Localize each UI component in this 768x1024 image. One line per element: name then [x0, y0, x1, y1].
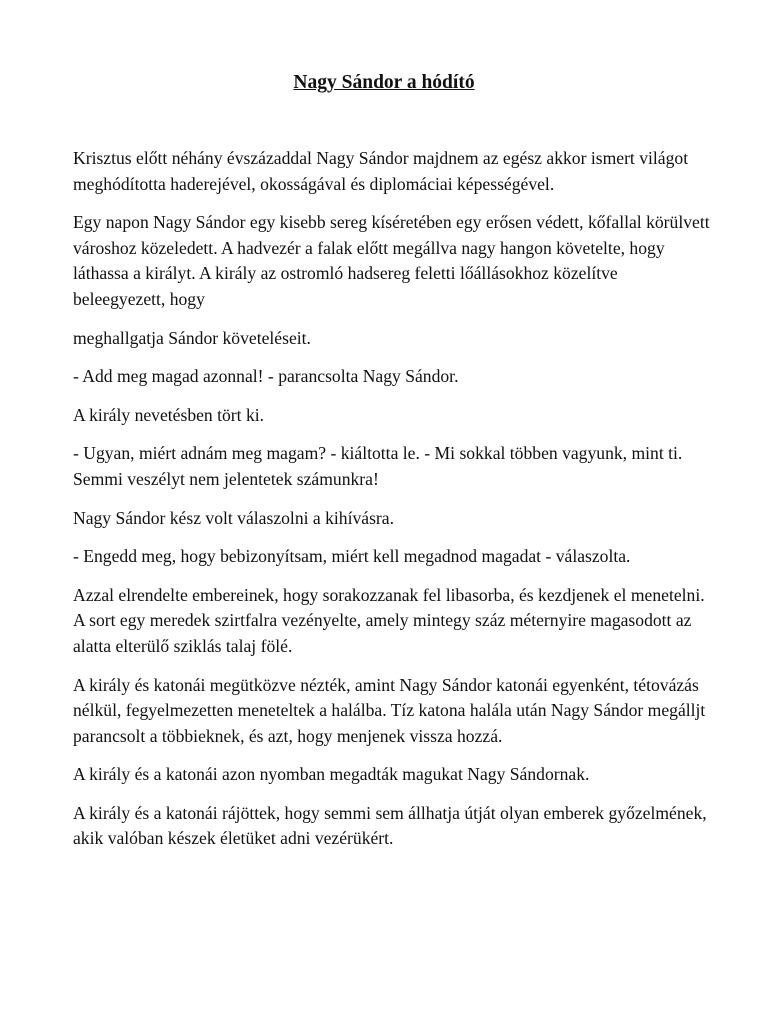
paragraph: meghallgatja Sándor követeléseit.	[73, 327, 311, 348]
paragraph: Egy napon Nagy Sándor egy kisebb sereg kíséretében egy erősen védett, kőfallal körülvett városhoz közeledett. A hadvezér a falak előtt megállva nagy hangon követelte, hogy láthassa a királyt. A király az ostromló hadsereg feletti lőállásokhoz közelítve beleegyezett, hogy	[73, 212, 710, 309]
paragraph: - Ugyan, miért adnám meg magam? - kiáltotta le. - Mi sokkal többen vagyunk, mint ti. Semmi veszélyt nem jelentetek számunkra!	[73, 443, 683, 489]
paragraph: - Add meg magad azonnal! - parancsolta Nagy Sándor.	[73, 366, 459, 387]
paragraph: A király nevetésben tört ki.	[73, 404, 265, 425]
paragraph: A király és a katonái azon nyomban megadták magukat Nagy Sándornak.	[73, 764, 590, 785]
document-title: Nagy Sándor a hódító	[293, 72, 475, 93]
document-body	[73, 146, 713, 865]
paragraph: Azzal elrendelte embereinek, hogy sorakozzanak fel libasorba, és kezdjenek el menetelni. A sort egy meredek szirtfalra vezényelte, amely mintegy száz méternyire magasodott az alatta elterülő sziklás talaj fölé.	[73, 584, 705, 656]
paragraph: - Engedd meg, hogy bebizonyítsam, miért kell megadnod magadat - válaszolta.	[73, 546, 631, 567]
paragraph: A király és a katonái rájöttek, hogy semmi sem állhatja útját olyan emberek győzelmének, akik valóban készek életüket adni vezérükért.	[73, 802, 707, 849]
paragraph: A király és katonái megütközve nézték, amint Nagy Sándor katonái egyenként, tétovázás nélkül, fegyelmezetten meneteltek a halálba. Tíz katona halála után Nagy Sándor megálljt parancsolt a többieknek, és azt, hogy menjenek vissza hozzá.	[73, 674, 706, 746]
paragraph: Krisztus előtt néhány évszázaddal Nagy Sándor majdnem az egész akkor ismert világot meghódította haderejével, okosságával és diplomáciai képességével.	[73, 148, 689, 194]
paragraph: Nagy Sándor kész volt válaszolni a kihívásra.	[73, 507, 395, 528]
